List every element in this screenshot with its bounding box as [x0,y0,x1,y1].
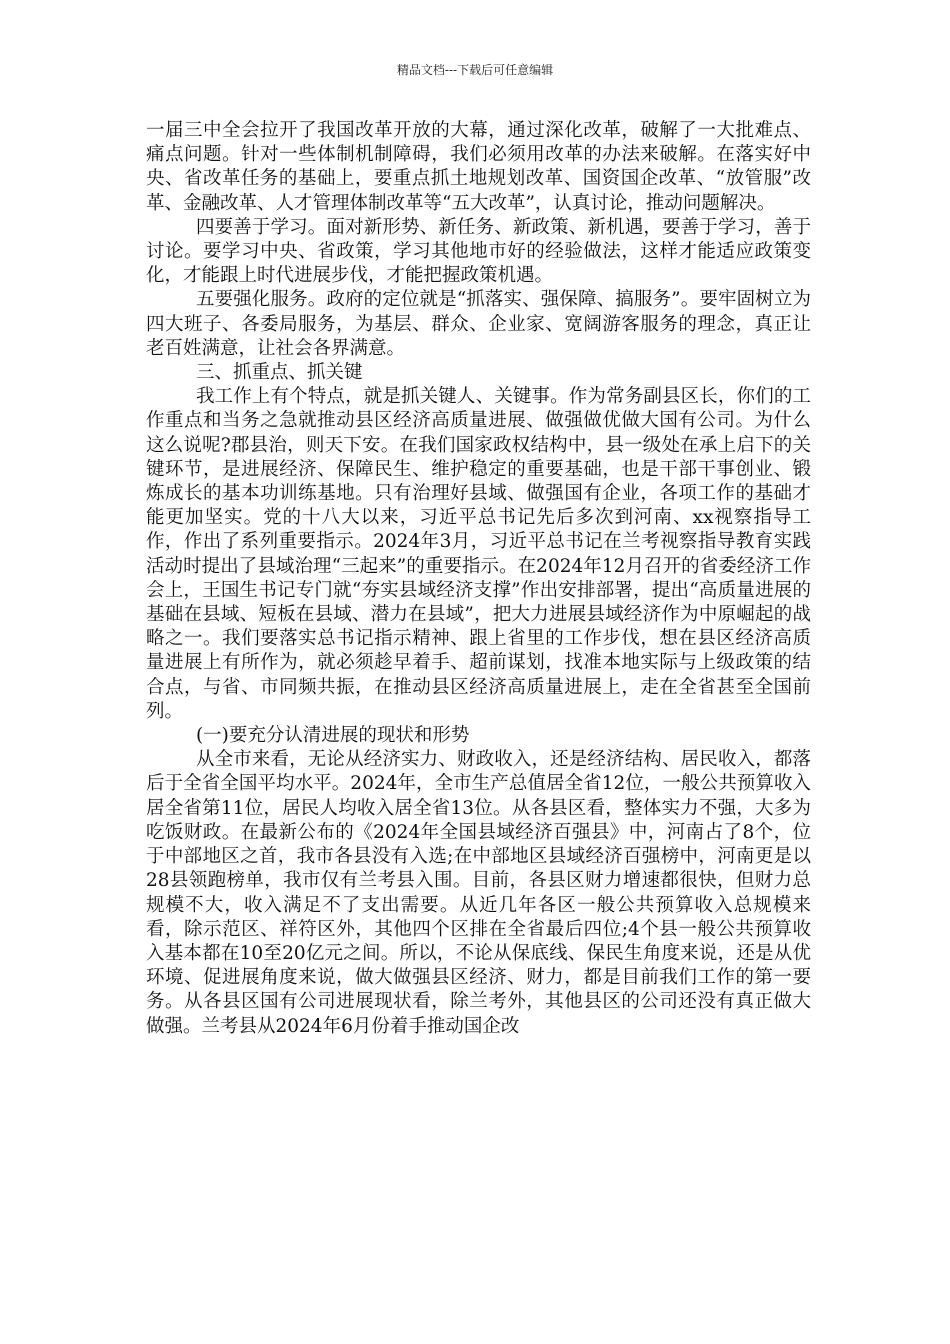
paragraph: 我工作上有个特点，就是抓关键人、关键事。作为常务副县区长，你们的工作重点和当务之急就推动县区经济高质量进展、做强做优做大国有公司。为什么这么说呢?郡县治，则天下安。在我们国家政权结构中，县一级处在承上启下的关键环节，是进展经济、保障民生、维护稳定的重要基础，也是干部干事创业、锻炼成长的基本功训练基地。只有治理好县域、做强国有企业，各项工作的基础才能更加坚实。党的十八大以来，习近平总书记先后多次到河南、xx视察指导工作，作出了系列重要指示。2024年3月，习近平总书记在兰考视察指导教育实践活动时提出了县域治理“三起来”的重要指示。在2024年12月召开的省委经济工作会上，王国生书记专门就“夯实县域经济支撑”作出安排部署，提出“高质量进展的基础在县域、短板在县域、潜力在县域”，把大力进展县域经济作为中原崛起的战略之一。我们要落实总书记指示精神、跟上省里的工作步伐，想在县区经济高质量进展上有所作为，就必须趁早着手、超前谋划，找准本地实际与上级政策的结合点，与省、市同频共振，在推动县区经济高质量进展上，走在全省甚至全国前列。 [146,386,811,722]
page-header: 精品文档---下载后可任意编辑 [396,63,554,77]
paragraph: 四要善于学习。面对新形势、新任务、新政策、新机遇，要善于学习，善于讨论。要学习中央、省政策，学习其他地市好的经验做法，这样才能适应政策变化，才能跟上时代进展步伐，才能把握政策机遇。 [146,216,811,287]
subsection-heading: (一)要充分认清进展的现状和形势 [195,725,470,747]
document-body [146,119,811,1039]
section-heading: 三、抓重点、抓关键 [195,362,363,384]
paragraph: 一届三中全会拉开了我国改革开放的大幕，通过深化改革，破解了一大批难点、痛点问题。针对一些体制机制障碍，我们必须用改革的办法来破解。在落实好中央、省改革任务的基础上，要重点抓土地规划改革、国资国企改革、“放管服”改革、金融改革、人才管理体制改革等“五大改革”，认真讨论，推动问题解决。 [146,120,811,214]
paragraph: 五要强化服务。政府的定位就是“抓落实、强保障、搞服务”。要牢固树立为四大班子、各委局服务，为基层、群众、企业家、宽阔游客服务的理念，真正让老百姓满意，让社会各界满意。 [146,289,811,359]
paragraph: 从全市来看，无论从经济实力、财政收入，还是经济结构、居民收入，都落后于全省全国平均水平。2024年，全市生产总值居全省12位，一般公共预算收入居全省第11位，居民人均收入居全省13位。从各县区看，整体实力不强，大多为吃饭财政。在最新公布的《2024年全国县域经济百强县》中，河南占了8个，位于中部地区之首，我市各县没有入选;在中部地区县域经济百强榜中，河南更是以28县领跑榜单，我市仅有兰考县入围。目前，各县区财力增速都很快，但财力总规模不大，收入满足不了支出需要。从近几年各区一般公共预算收入总规模来看，除示范区、祥符区外，其他四个区排在全省最后四位;4个县一般公共预算收入基本都在10至20亿元之间。所以，不论从保底线、保民生角度来说，还是从优环境、促进展角度来说，做大做强县区经济、财力，都是目前我们工作的第一要务。从各县区国有公司进展现状看，除兰考外，其他县区的公司还没有真正做大做强。兰考县从2024年6月份着手推动国企改 [146,749,811,1037]
